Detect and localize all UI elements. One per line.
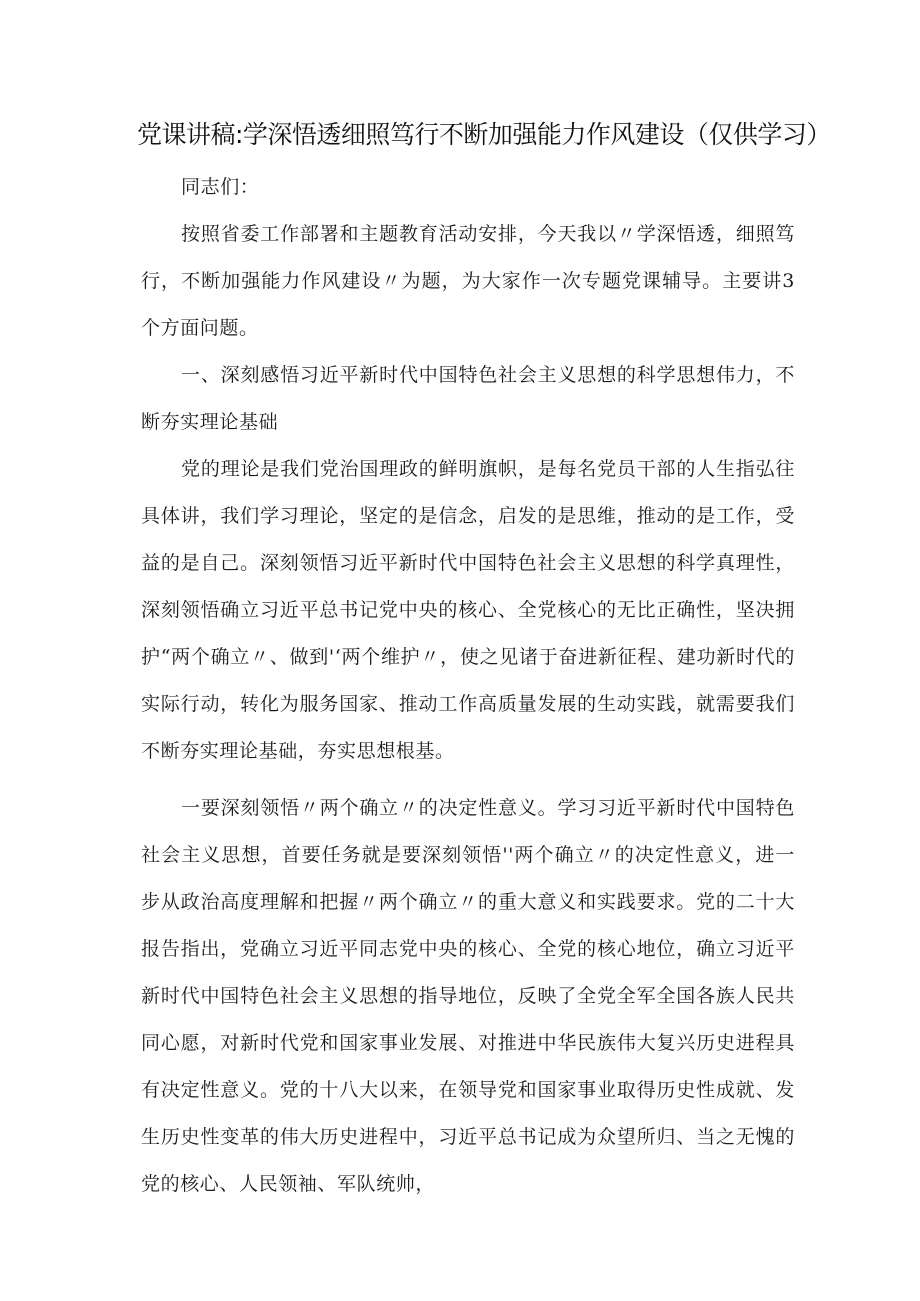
document-title: 党课讲稿:学深悟透细照笃行不断加强能力作风建设（仅供学习） [137, 120, 831, 149]
paragraph-intro: 按照省委工作部署和主题教育活动安排，今天我以〃学深悟透，细照笃行，不断加强能力作风建设〃为题，为大家作一次专题党课辅导。主要讲3个方面问题。 [141, 223, 795, 339]
greeting-block [141, 164, 795, 211]
paragraph-theory: 党的理论是我们党治国理政的鲜明旗帜，是每名党员干部的人生指弘往具体讲，我们学习理论，坚定的是信念，启发的是思维，推动的是工作，受益的是自己。深刻领悟习近平新时代中国特色社会主义思想的科学真理性，深刻领悟确立习近平总书记党中央的核心、全党核心的无比正确性，坚决拥护“两个确立〃、做到'‘两个维护〃，使之见诸于奋进新征程、建功新时代的实际行动，转化为服务国家、推动工作高质量发展的生动实践，就需要我们不断夯实理论基础，夯实思想根基。 [141, 458, 795, 762]
paragraph-two-establishments: 一要深刻领悟〃两个确立〃的决定性意义。学习习近平新时代中国特色社会主义思想，首要任务就是要深刻领悟''两个确立〃的决定性意义，进一步从政治高度理解和把握〃两个确立〃的重大意义和实践要求。党的二十大报告指出，党确立习近平同志党中央的核心、全党的核心地位，确立习近平新时代中国特色社会主义思想的指导地位，反映了全党全军全国各族人民共同心愿，对新时代党和国家事业发展、对推进中华民族伟大复兴历史进程具有决定性意义。党的十八大以来，在领导党和国家事业取得历史性成就、发生历史性变革的伟大历史进程中，习近平总书记成为众望所归、当之无愧的党的核心、人民领袖、军队统帅， [141, 797, 795, 1195]
section-heading-1: 一、深刻感悟习近平新时代中国特色社会主义思想的科学思想伟力，不断夯实理论基础 [141, 364, 795, 433]
paragraph-theory-block [141, 446, 795, 775]
section-heading-block [141, 352, 795, 446]
greeting: 同志们： [181, 176, 260, 198]
paragraph-intro-block [141, 211, 795, 352]
paragraph-two-establishments-block [141, 785, 795, 1208]
